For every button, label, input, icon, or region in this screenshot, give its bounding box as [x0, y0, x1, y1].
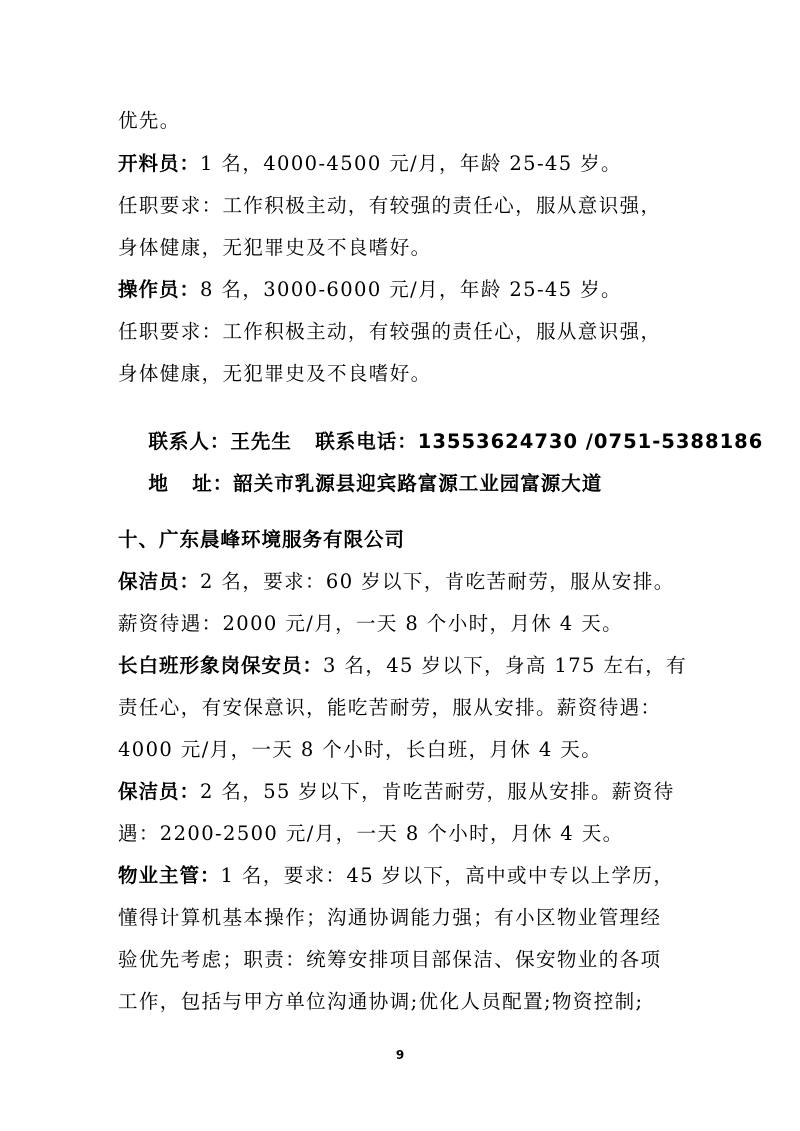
line-label: 十、广东晨峰环境服务有限公司 [118, 528, 406, 551]
line-text: 2 名，要求：60 岁以下，肯吃苦耐劳，服从安排。 [200, 570, 675, 593]
line-text: 1 名，要求：45 岁以下，高中或中专以上学历， [220, 864, 675, 887]
text-line [118, 905, 698, 931]
text-line [118, 108, 698, 134]
line-text: 优先。 [118, 109, 181, 132]
job-line-cutting [118, 151, 698, 177]
text-line [118, 193, 698, 219]
text-line [118, 319, 698, 345]
line-text: 身体健康，无犯罪史及不良嗜好。 [118, 236, 432, 259]
job-line-cleaner [118, 569, 698, 595]
line-text: 责任心，有安保意识，能吃苦耐劳，服从安排。薪资待遇： [118, 696, 662, 719]
address-line [118, 445, 698, 523]
text-line [118, 235, 698, 261]
text-line [118, 695, 698, 721]
line-text: 1 名，4000-4500 元/月，年龄 25-45 岁。 [200, 152, 622, 175]
section-heading [118, 527, 698, 553]
line-text: 工作，包括与甲方单位沟通协调;优化人员配置;物资控制; [118, 990, 644, 1013]
text-line [118, 989, 698, 1015]
text-line [118, 611, 698, 637]
job-line-cleaner-2 [118, 779, 698, 805]
text-line [118, 947, 698, 973]
line-text: 遇：2200-2500 元/月，一天 8 个小时，月休 4 天。 [118, 822, 624, 845]
page-number: 9 [395, 1048, 405, 1062]
line-label: 地 址：韶关市乳源县迎宾路富源工业园富源大道 [148, 472, 603, 495]
line-text: 懂得计算机基本操作；沟通协调能力强；有小区物业管理经 [118, 906, 662, 929]
job-line-security [118, 653, 698, 679]
line-label: 保洁员： [118, 570, 201, 593]
line-label: 保洁员： [118, 780, 201, 803]
line-text: 薪资待遇：2000 元/月，一天 8 个小时，月休 4 天。 [118, 612, 624, 635]
line-label: 开料员： [118, 152, 201, 175]
line-text: 8 名，3000-6000 元/月，年龄 25-45 岁。 [200, 278, 622, 301]
line-text: 2 名，55 岁以下，肯吃苦耐劳，服从安排。薪资待 [200, 780, 675, 803]
line-text: 任职要求：工作积极主动，有较强的责任心，服从意识强， [118, 194, 662, 217]
line-label: 操作员： [118, 278, 201, 301]
line-text: 3 名，45 岁以下，身高 175 左右，有 [323, 654, 688, 677]
line-text: 任职要求：工作积极主动，有较强的责任心，服从意识强， [118, 320, 662, 343]
text-line [118, 821, 698, 847]
text-line [118, 737, 698, 763]
line-label: 物业主管： [118, 864, 221, 887]
line-text: 身体健康，无犯罪史及不良嗜好。 [118, 362, 432, 385]
line-label: 长白班形象岗保安员： [118, 654, 324, 677]
job-line-operator [118, 277, 698, 303]
line-label: 联系人：王先生 联系电话：13553624730 /0751-5388186 [148, 430, 764, 453]
line-text: 4000 元/月，一天 8 个小时，长白班，月休 4 天。 [118, 738, 603, 761]
line-text: 验优先考虑；职责：统筹安排项目部保洁、保安物业的各项 [118, 948, 662, 971]
job-line-property-supervisor [118, 863, 698, 889]
text-line [118, 361, 698, 387]
